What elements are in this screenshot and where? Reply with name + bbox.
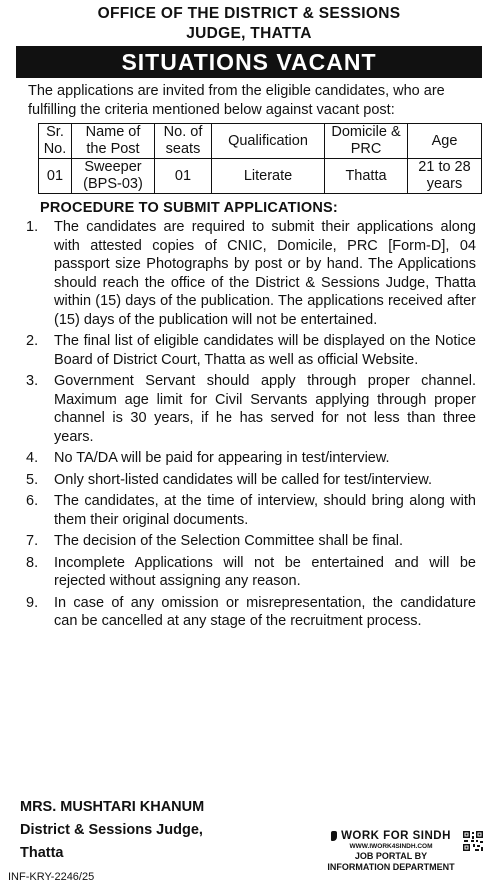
item-text: Government Servant should apply through proper channel. Maximum age limit for Civil Servants applying through proper channel is 30 years, if he has served for not less than three years. [54,373,476,445]
list-item [10,218,476,329]
item-number: 5. [26,471,39,488]
header-sr-no: Sr. No. [39,124,72,159]
list-item [10,492,476,529]
logo-line1: JOB PORTAL BY [354,851,428,861]
cell-qualification: Literate [212,159,325,194]
logo-website: WWW.IWORK4SINDH.COM [349,843,433,850]
header-seats: No. of seats [155,124,212,159]
signatory-name: MRS. MUSHTARI KHANUM [20,799,205,815]
signatory-place: Thatta [20,845,64,861]
procedure-heading: PROCEDURE TO SUBMIT APPLICATIONS: [40,200,338,216]
item-text: The candidates, at the time of interview, should bring along with them their original documents. [54,493,476,528]
list-item [10,594,476,631]
table-row [39,159,482,194]
work-for-sindh-logo [298,830,484,872]
list-item [10,372,476,446]
cell-sr-no: 01 [39,159,72,194]
qr-code-icon [462,830,484,852]
item-number: 4. [26,450,39,466]
item-number: 1. [26,219,39,235]
intro-paragraph: The applications are invited from the eligible candidates, who are fulfilling the criteria mentioned below against vacant post: [28,83,445,118]
item-text: The candidates are required to submit their applications along with attested copies of CNIC, Domicile, PRC [Form-D], 04 passport size Photographs by post or by hand. The Applications should reach the office of the District & Sessions Judge, Thatta within (15) days of the publication. The applications received after (15) days of the publication will not be entertained. [54,219,476,328]
logo-line2: INFORMATION DEPARTMENT [327,862,455,872]
situations-vacant-banner: SITUATIONS VACANT [16,46,482,78]
item-text: No TA/DA will be paid for appearing in test/interview. [54,450,390,466]
item-number: 6. [26,493,39,509]
office-heading-line1: OFFICE OF THE DISTRICT & SESSIONS [97,5,401,22]
table-header-row [39,124,482,159]
header-post-name: Name of the Post [72,124,155,159]
item-text: Only short-listed candidates will be called for test/interview. [54,471,432,488]
logo-title [298,830,484,842]
item-text: The decision of the Selection Committee shall be final. [54,533,403,549]
item-number: 9. [26,594,39,611]
cell-age: 21 to 28 years [408,159,482,194]
header-domicile: Domicile & PRC [325,124,408,159]
item-number: 2. [26,333,39,349]
item-number: 7. [26,533,39,549]
list-item [10,449,476,468]
procedure-list [10,218,488,631]
list-item [10,471,476,490]
logo-title-text: WORK FOR SINDH [341,830,451,842]
cell-domicile: Thatta [325,159,408,194]
list-item [10,532,476,551]
list-item [10,554,476,591]
cell-seats: 01 [155,159,212,194]
sindh-map-icon [331,831,337,841]
item-text: The final list of eligible candidates will be displayed on the Notice Board of District Court, Thatta as well as official Website. [54,333,476,368]
item-text: In case of any omission or misrepresentation, the candidature can be cancelled at any stage of the recruitment process. [54,594,476,629]
item-number: 8. [26,554,39,571]
cell-post-name: Sweeper (BPS-03) [72,159,155,194]
reference-number: INF-KRY-2246/25 [8,871,95,883]
header-age: Age [408,124,482,159]
item-number: 3. [26,373,39,389]
office-heading-line2: JUDGE, THATTA [186,25,312,42]
vacancy-table [38,123,482,194]
item-text: Incomplete Applications will not be entertained and will be rejected without assigning any reason. [54,554,476,589]
signatory-title: District & Sessions Judge, [20,822,203,838]
list-item [10,332,476,369]
header-qualification: Qualification [212,124,325,159]
